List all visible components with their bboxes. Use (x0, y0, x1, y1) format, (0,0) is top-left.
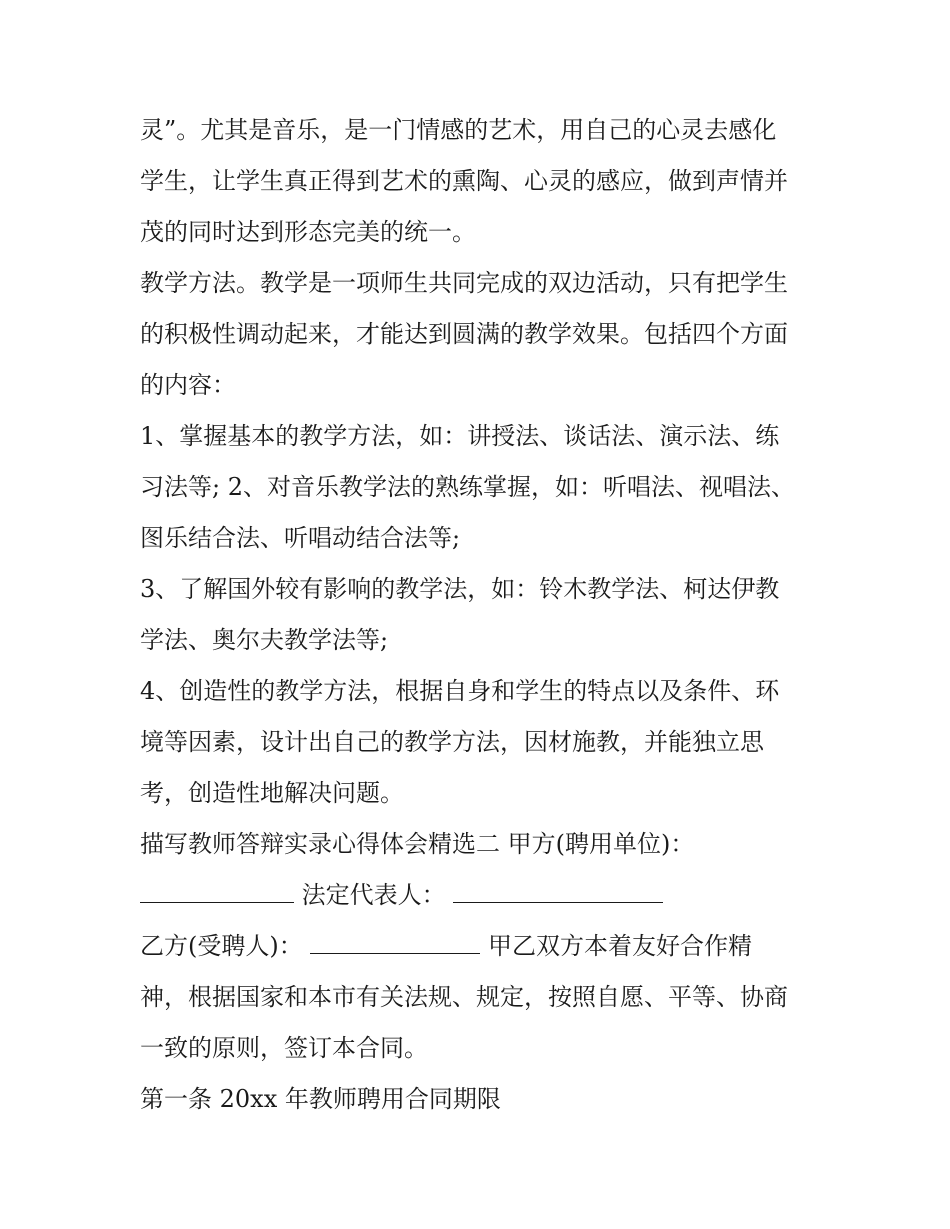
party-b-tail: 甲乙双方本着友好合作精 (488, 932, 753, 960)
party-a-blank[interactable] (140, 880, 294, 903)
paragraph-line: 神，根据国家和本市有关法规、规定，按照自愿、平等、协商 (140, 983, 788, 1011)
paragraph-line: 的内容： (140, 371, 236, 399)
list-item-line: 学法、奥尔夫教学法等; (140, 626, 389, 654)
paragraph-line: 茂的同时达到形态完美的统一。 (140, 218, 476, 246)
paragraph-line: 的积极性调动起来，才能达到圆满的教学效果。包括四个方面 (140, 320, 788, 348)
section-heading-line: 描写教师答辩实录心得体会精选二 甲方(聘用单位)： (140, 830, 695, 858)
list-item-line: 图乐结合法、听唱动结合法等; (140, 524, 461, 552)
list-item-line: 境等因素，设计出自己的教学方法，因材施教，并能独立思 (140, 728, 764, 756)
list-item-line: 考，创造性地解决问题。 (140, 779, 404, 807)
party-b-label: 乙方(受聘人)： (140, 932, 303, 960)
party-b-line (140, 931, 752, 961)
list-item-line: 1、掌握基本的教学方法，如：讲授法、谈话法、演示法、练 (140, 422, 780, 450)
list-item-line: 习法等; 2、对音乐教学法的熟练掌握，如：听唱法、视唱法、 (140, 473, 795, 501)
article-heading-line: 第一条 20xx 年教师聘用合同期限 (140, 1085, 501, 1113)
paragraph-line: 灵”。尤其是音乐，是一门情感的艺术，用自己的心灵去感化 (140, 116, 777, 144)
paragraph-line: 学生，让学生真正得到艺术的熏陶、心灵的感应，做到声情并 (140, 167, 788, 195)
paragraph-line: 教学方法。教学是一项师生共同完成的双边活动，只有把学生 (140, 269, 788, 297)
paragraph-line: 一致的原则，签订本合同。 (140, 1034, 428, 1062)
legal-rep-line (140, 880, 663, 910)
party-b-blank[interactable] (310, 931, 480, 954)
list-item-line: 3、了解国外较有影响的教学法，如：铃木教学法、柯达伊教 (140, 575, 780, 603)
legal-rep-label: 法定代表人： (301, 881, 446, 909)
legal-rep-blank[interactable] (453, 880, 663, 903)
list-item-line: 4、创造性的教学方法，根据自身和学生的特点以及条件、环 (140, 677, 780, 705)
